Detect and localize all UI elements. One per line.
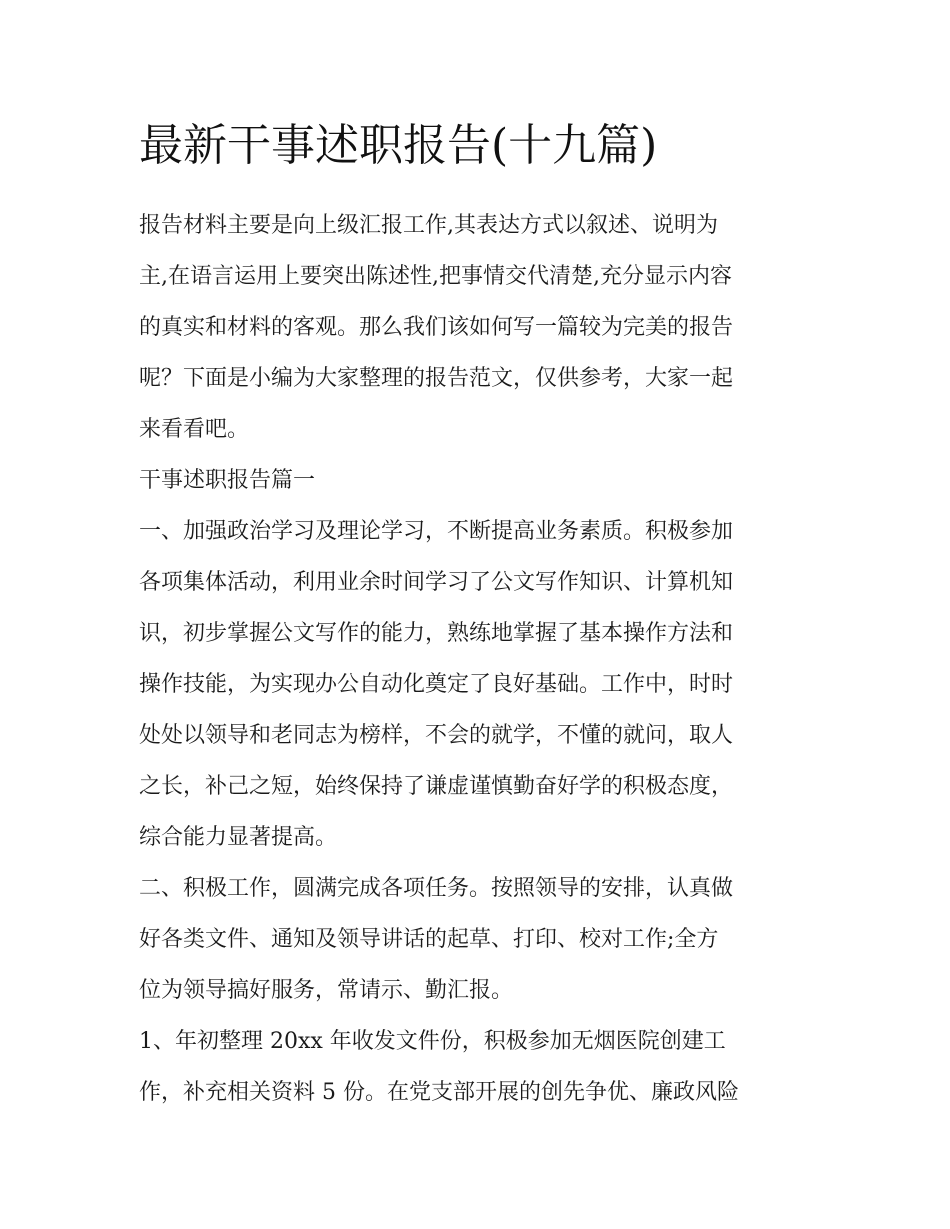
text-line: 位为领导搞好服务，常请示、勤汇报。 <box>139 978 514 1003</box>
text-line: 之长，补己之短，始终保持了谦虚谨慎勤奋好学的积极态度， <box>139 774 734 799</box>
text-line: 操作技能，为实现办公自动化奠定了良好基础。工作中，时时 <box>139 672 734 697</box>
text-line: 呢？下面是小编为大家整理的报告范文，仅供参考，大家一起 <box>139 366 734 391</box>
text-line: 来看看吧。 <box>139 417 250 442</box>
text-line: 的真实和材料的客观。那么我们该如何写一篇较为完美的报告 <box>139 315 734 340</box>
text-line: 综合能力显著提高。 <box>139 825 338 850</box>
text-line: 报告材料主要是向上级汇报工作,其表达方式以叙述、说明为 <box>139 213 718 238</box>
text-line: 作，补充相关资料 5 份。在党支部开展的创先争优、廉政风险 <box>139 1080 739 1105</box>
text-line: 处处以领导和老同志为榜样，不会的就学，不懂的就问，取人 <box>139 723 734 748</box>
text-line: 主,在语言运用上要突出陈述性,把事情交代清楚,充分显示内容 <box>139 264 732 289</box>
text-line: 一、加强政治学习及理论学习，不断提高业务素质。积极参加 <box>139 519 734 544</box>
text-line: 识，初步掌握公文写作的能力，熟练地掌握了基本操作方法和 <box>139 621 734 646</box>
text-line: 各项集体活动，利用业余时间学习了公文写作知识、计算机知 <box>139 570 734 595</box>
text-line: 1、年初整理 20xx 年收发文件份，积极参加无烟医院创建工 <box>139 1029 726 1054</box>
page-title: 最新干事述职报告(十九篇) <box>139 120 658 171</box>
document-body <box>139 200 819 1118</box>
text-line: 好各类文件、通知及领导讲话的起草、打印、校对工作;全方 <box>139 927 719 952</box>
text-line: 二、积极工作，圆满完成各项任务。按照领导的安排，认真做 <box>139 876 734 901</box>
section-heading: 干事述职报告篇一 <box>139 468 316 493</box>
